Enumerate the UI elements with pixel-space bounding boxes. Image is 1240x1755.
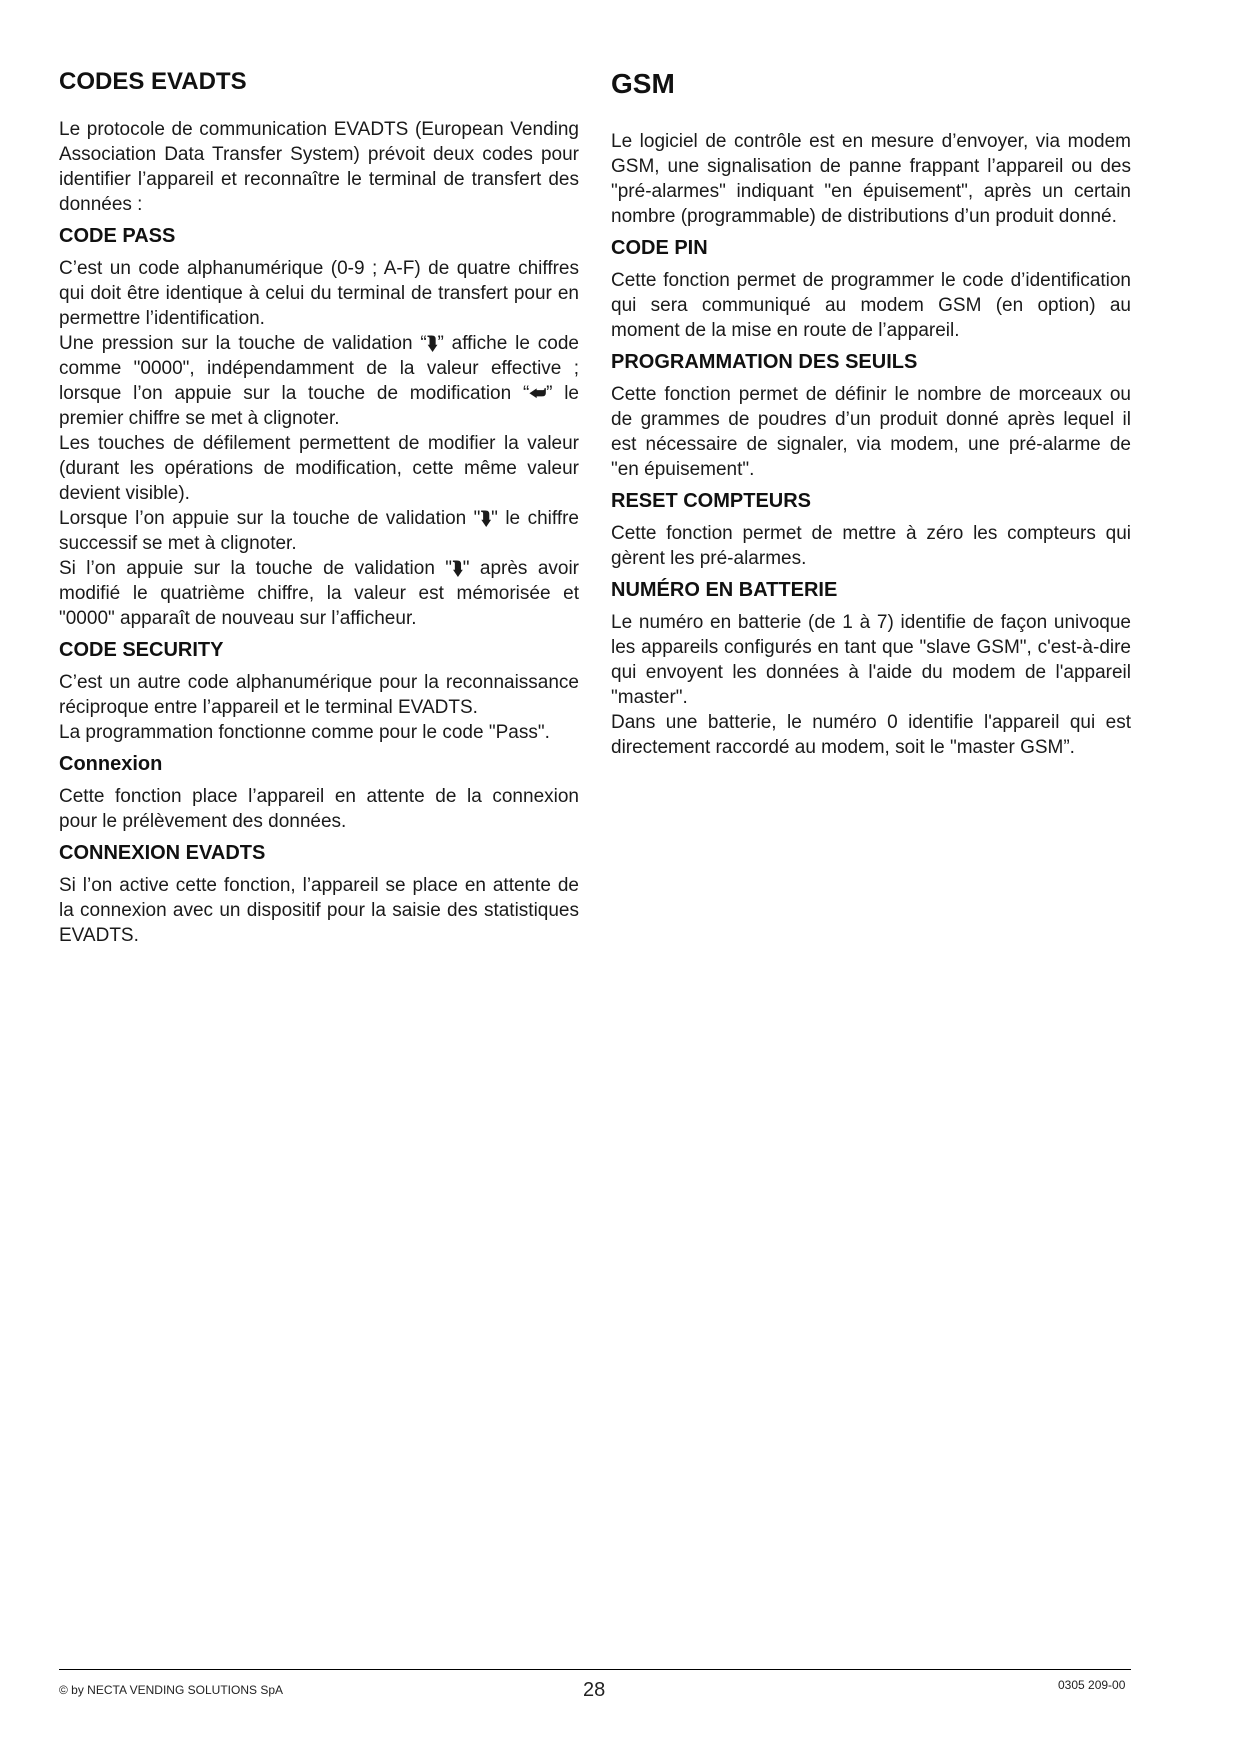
reset-p1: Cette fonction permet de mettre à zéro les compteurs qui gèrent les pré-alarmes. (611, 523, 1131, 569)
batterie-heading: NUMÉRO EN BATTERIE (611, 579, 838, 601)
code-pin-p1: Cette fonction permet de programmer le code d’identification qui sera communiqué au modem GSM (en option) au moment de la mise en route de l’appareil. (611, 270, 1131, 341)
code-pass-heading: CODE PASS (59, 225, 176, 247)
seuils-p1: Cette fonction permet de définir le nombre de morceaux ou de grammes de poudres d’un produit donné après lequel il est nécessaire de signaler, via modem, une pré-alarme de "en épuisement". (611, 384, 1131, 480)
code-pin-heading: CODE PIN (611, 237, 708, 259)
code-pass-p5: Si l’on appuie sur la touche de validation "⮯" après avoir modifié le quatrième chiffre, la valeur est mémorisée et "0000" apparaît de nouveau sur l’afficheur. (59, 558, 580, 629)
seuils-heading: PROGRAMMATION DES SEUILS (611, 351, 918, 373)
connexion-evadts-heading: CONNEXION EVADTS (59, 842, 266, 864)
footer-divider (59, 1669, 1131, 1670)
footer-copyright: © by NECTA VENDING SOLUTIONS SpA (59, 1683, 284, 1697)
reset-heading: RESET COMPTEURS (611, 490, 812, 512)
code-pass-p1: C’est un code alphanumérique (0-9 ; A-F) de quatre chiffres qui doit être identique à celui du terminal de transfert pour en permettre l’identification. (59, 258, 579, 329)
connexion-heading: Connexion (59, 753, 163, 775)
code-pass-p4: Lorsque l’on appuie sur la touche de validation "⮯" le chiffre successif se met à clignoter. (59, 508, 579, 554)
connexion-evadts-p1: Si l’on active cette fonction, l’appareil se place en attente de la connexion avec un dispositif pour la saisie des statistiques EVADTS. (59, 875, 579, 946)
gsm-intro: Le logiciel de contrôle est en mesure d’envoyer, via modem GSM, une signalisation de panne frappant l’appareil ou des "pré-alarmes" indiquant "en épuisement", après un certain nombre (programmable) de distributions d’un produit donné. (611, 131, 1131, 227)
validate-key-icon: ⮯ (480, 508, 492, 528)
left-flow (59, 117, 579, 955)
modify-key-icon: ⮨ (529, 383, 547, 403)
gsm-title: GSM (611, 68, 675, 99)
codes-evadts-title: CODES EVADTS (59, 68, 247, 95)
code-security-heading: CODE SECURITY (59, 639, 224, 661)
code-pass-p3: Les touches de défilement permettent de modifier la valeur (durant les opérations de modification, cette même valeur devient visible). (59, 433, 579, 504)
right-flow (611, 129, 1131, 767)
batterie-p1: Le numéro en batterie (de 1 à 7) identifie de façon univoque les appareils configurés en tant que "slave GSM", c'est-à-dire qui envoyent les données à l'aide du modem de l'appareil "master". (611, 612, 1131, 708)
codes-evadts-intro: Le protocole de communication EVADTS (European Vending Association Data Transfer System) prévoit deux codes pour identifier l’appareil et reconnaître le terminal de transfert des données : (59, 119, 579, 215)
validate-key-icon: ⮯ (426, 333, 438, 353)
batterie-p2: Dans une batterie, le numéro 0 identifie l'appareil qui est directement raccordé au modem, soit le "master GSM”. (611, 712, 1131, 758)
page-number: 28 (583, 1679, 606, 1701)
validate-key-icon: ⮯ (452, 558, 463, 578)
connexion-p1: Cette fonction place l’appareil en attente de la connexion pour le prélèvement des données. (59, 786, 579, 832)
code-security-p1: C’est un autre code alphanumérique pour la reconnaissance réciproque entre l’appareil et le terminal EVADTS. (59, 672, 579, 718)
doc-code: 0305 209-00 (1058, 1678, 1126, 1692)
code-security-p2: La programmation fonctionne comme pour le code "Pass". (59, 722, 550, 743)
code-pass-p2: Une pression sur la touche de validation “⮯” affiche le code comme "0000", indépendamment de la valeur effective ; lorsque l’on appuie sur la touche de modification “⮨” le premier chiffre se met à clignoter. (59, 333, 579, 429)
